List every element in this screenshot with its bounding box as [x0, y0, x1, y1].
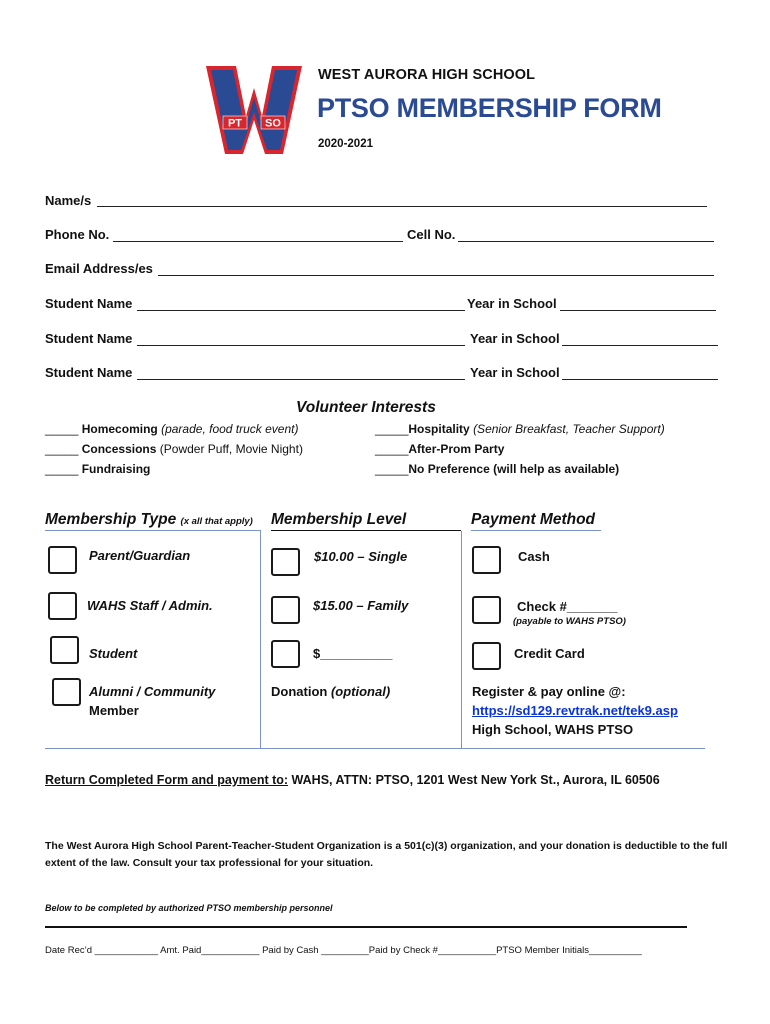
volunteer-item-fundraising[interactable] — [45, 462, 150, 476]
membership-level-heading: Membership Level — [271, 511, 407, 528]
office-use-fields: Date Rec’d ____________ Amt. Paid___________ Paid by Cash _________Paid by Check #___________PTSO Member Initials__________ — [45, 945, 642, 956]
register-online-label: Register & pay online @: — [472, 684, 626, 699]
volunteer-item-homecoming[interactable] — [45, 422, 299, 436]
names-input-line[interactable] — [97, 206, 707, 207]
volunteer-label: Concessions — [81, 442, 157, 456]
volunteer-label: After-Prom Party — [408, 442, 505, 456]
volunteer-label: No Preference (will help as available) — [408, 462, 620, 476]
volunteer-blank: _____ — [45, 422, 79, 436]
table-bottom-line — [45, 748, 705, 749]
alumni-community-label: Alumni / Community — [89, 684, 216, 699]
alumni-community-checkbox[interactable] — [52, 678, 81, 706]
membership-type-heading-text: Membership Type — [45, 511, 177, 528]
cell-input-line[interactable] — [458, 241, 714, 242]
return-label: Return Completed Form and payment to: — [45, 773, 289, 787]
membership-type-heading — [45, 511, 253, 529]
student-label: Student — [89, 646, 138, 661]
year-in-school-label-2: Year in School — [470, 331, 560, 346]
payment-method-heading: Payment Method — [471, 511, 596, 528]
volunteer-item-no-preference[interactable] — [375, 462, 619, 476]
volunteer-blank: _____ — [375, 422, 409, 436]
volunteer-label: Fundraising — [81, 462, 151, 476]
student-name-label-2: Student Name — [45, 331, 133, 346]
volunteer-label: Hospitality — [408, 422, 470, 436]
volunteer-detail: (Powder Puff, Movie Night) — [159, 442, 303, 456]
student-name-input-3[interactable] — [137, 379, 465, 380]
form-title: PTSO MEMBERSHIP FORM — [317, 93, 662, 123]
office-use-separator — [45, 926, 687, 928]
heading-underline-payment — [471, 530, 601, 531]
custom-amount-checkbox[interactable] — [271, 640, 300, 668]
student-name-input-2[interactable] — [137, 345, 465, 346]
heading-underline-level — [271, 530, 461, 531]
student-checkbox[interactable] — [50, 636, 79, 664]
volunteer-blank: _____ — [45, 442, 79, 456]
volunteer-interests-title: Volunteer Interests — [296, 399, 436, 416]
student-name-input-1[interactable] — [137, 310, 465, 311]
single-level-checkbox[interactable] — [271, 548, 300, 576]
heading-underline-type — [45, 530, 261, 531]
names-label: Name/s — [45, 193, 92, 208]
family-level-label: $15.00 – Family — [313, 598, 409, 613]
phone-input-line[interactable] — [113, 241, 403, 242]
alumni-member-label: Member — [89, 703, 139, 718]
email-label: Email Address/es — [45, 261, 153, 276]
logo-letters-left: PT — [227, 117, 243, 130]
volunteer-detail: (Senior Breakfast, Teacher Support) — [473, 422, 665, 436]
volunteer-item-after-prom[interactable] — [375, 442, 504, 456]
cell-label: Cell No. — [407, 227, 456, 242]
year-in-school-input-3[interactable] — [562, 379, 718, 380]
phone-label: Phone No. — [45, 227, 110, 242]
volunteer-item-hospitality[interactable] — [375, 422, 665, 436]
year-in-school-input-2[interactable] — [562, 345, 718, 346]
check-checkbox[interactable] — [472, 596, 501, 624]
student-name-label-1: Student Name — [45, 296, 133, 311]
registration-link[interactable]: https://sd129.revtrak.net/tek9.asp — [472, 703, 678, 718]
family-level-checkbox[interactable] — [271, 596, 300, 624]
column-divider-1 — [260, 531, 261, 748]
student-name-label-3: Student Name — [45, 365, 133, 380]
school-logo-w — [203, 62, 305, 158]
return-instructions — [45, 773, 660, 787]
volunteer-label: Homecoming — [81, 422, 158, 436]
parent-guardian-checkbox[interactable] — [48, 546, 77, 574]
custom-amount-field[interactable]: $__________ — [313, 646, 393, 661]
staff-admin-label: WAHS Staff / Admin. — [87, 598, 213, 613]
donation-text: Donation — [271, 684, 328, 699]
volunteer-detail: (parade, food truck event) — [161, 422, 299, 436]
check-number-field[interactable]: Check #_______ — [517, 599, 618, 614]
year-in-school-label-3: Year in School — [470, 365, 560, 380]
logo-letters-right: SO — [265, 117, 281, 130]
school-year: 2020-2021 — [318, 138, 373, 150]
credit-card-checkbox[interactable] — [472, 642, 501, 670]
column-divider-2 — [461, 531, 462, 748]
volunteer-blank: _____ — [375, 462, 409, 476]
single-level-label: $10.00 – Single — [314, 549, 408, 564]
cash-label: Cash — [518, 549, 550, 564]
registration-school-label: High School, WAHS PTSO — [472, 722, 634, 737]
school-name: WEST AURORA HIGH SCHOOL — [318, 67, 536, 83]
credit-card-label: Credit Card — [514, 646, 585, 661]
volunteer-item-concessions[interactable] — [45, 442, 303, 456]
volunteer-blank: _____ — [375, 442, 409, 456]
staff-admin-checkbox[interactable] — [48, 592, 77, 620]
tax-disclaimer: The West Aurora High School Parent-Teacher-Student Organization is a 501(c)(3) organization, and your donation is deductible to the full extent of the law. Consult your tax professional for your situation. — [45, 840, 728, 869]
year-in-school-label-1: Year in School — [467, 296, 557, 311]
parent-guardian-label: Parent/Guardian — [89, 548, 191, 563]
check-payable-note: (payable to WAHS PTSO) — [513, 616, 626, 627]
year-in-school-input-1[interactable] — [560, 310, 716, 311]
volunteer-blank: _____ — [45, 462, 79, 476]
return-address: WAHS, ATTN: PTSO, 1201 West New York St., Aurora, IL 60506 — [288, 773, 660, 787]
email-input-line[interactable] — [158, 275, 714, 276]
office-use-note: Below to be completed by authorized PTSO membership personnel — [45, 903, 333, 913]
donation-label — [271, 684, 390, 699]
membership-type-subheading: (x all that apply) — [180, 516, 253, 527]
cash-checkbox[interactable] — [472, 546, 501, 574]
donation-optional-text: (optional) — [330, 684, 391, 699]
